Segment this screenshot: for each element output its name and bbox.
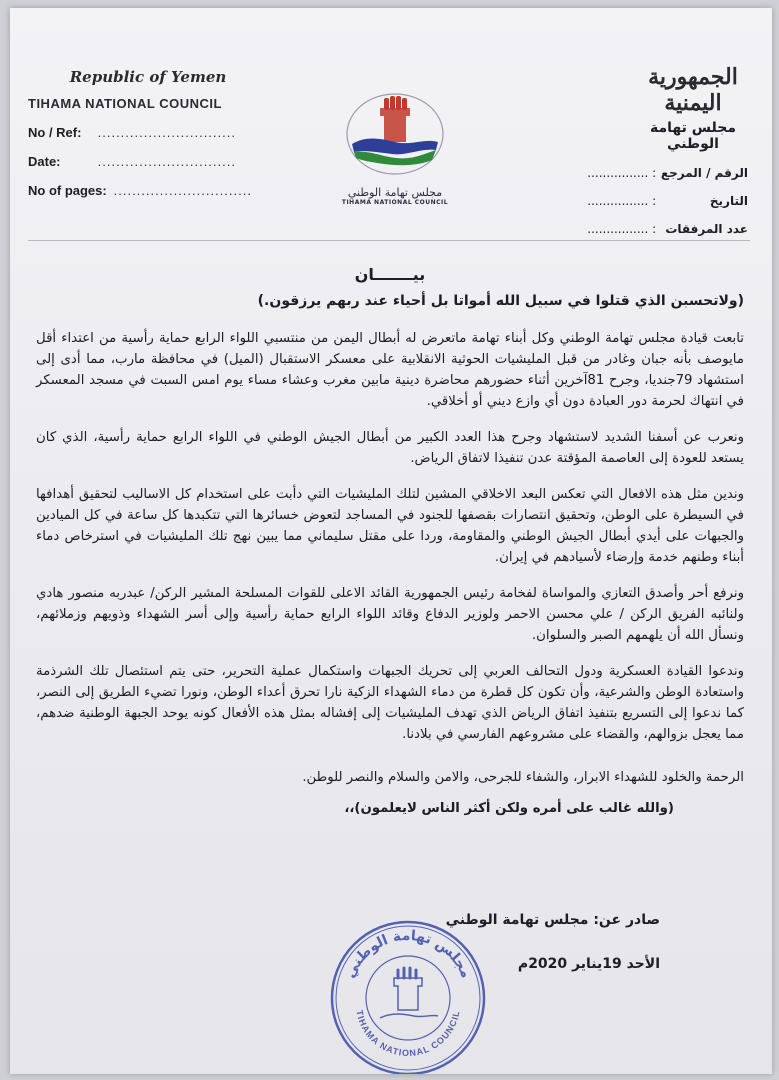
document-sheet xyxy=(10,8,772,1074)
fist-map-logo-icon xyxy=(340,86,450,186)
letterhead-right xyxy=(548,64,748,236)
council-name-ar: مجلس تهامة الوطني xyxy=(649,120,737,152)
svg-text:مجلس تهامة الوطني xyxy=(342,928,474,981)
stamp-text-ar: مجلس تهامة الوطني xyxy=(342,927,474,981)
issuer-line: صادر عن: مجلس تهامة الوطني xyxy=(445,912,660,928)
logo-text-ar: مجلس تهامة الوطني xyxy=(347,186,443,199)
date-value-ar: : ................ xyxy=(587,194,657,208)
quran-verse: (ولاتحسبن الذي قتلوا في سبيل الله أمواتا بل أحياء عند ربهم يرزقون.) xyxy=(257,293,744,309)
date-field-en xyxy=(28,154,268,169)
date-label-en: Date: xyxy=(28,154,61,169)
pages-label-en: No of pages: xyxy=(28,183,107,198)
stamp-text-en: TIHAMA NATIONAL COUNCIL xyxy=(354,1009,462,1059)
council-stamp-icon xyxy=(328,918,488,1074)
pages-value-en: .............................. xyxy=(113,183,252,198)
council-logo xyxy=(340,86,450,216)
attachments-field-ar xyxy=(548,222,748,236)
closing-line: الرحمة والخلود للشهداء الابرار، والشفاء للجرحى، والامن والسلام والنصر للوطن. xyxy=(302,770,744,785)
statement-body xyxy=(36,264,744,819)
republic-title-ar: الجمهورية اليمنية xyxy=(648,64,738,116)
ref-value-ar: : ................ xyxy=(587,166,657,180)
date-label-ar: التاريخ xyxy=(709,194,748,208)
paragraph-4: ونرفع أحر وأصدق التعازي والمواساة لفخامة رئيس الجمهورية القائد الاعلى للقوات المسلحة المشير الركن/ عبدربه منصور هادي ولنائبه الفريق الركن / علي محسن الاحمر ولوزير الدفاع وقائد اللواء الرابع حماية رأسية وإلى أسر الشهداء وذويهم وزملائهم، ونسأل الله أن يلهمهم الصبر والسلوان. xyxy=(36,586,744,643)
ref-label-ar: الرقم / المرجع xyxy=(660,166,748,180)
statement-title: بيـــــــان xyxy=(354,265,426,284)
date-field-ar xyxy=(548,194,748,208)
date-value-en: .............................. xyxy=(97,154,236,169)
attachments-value-ar: : ................ xyxy=(587,222,657,236)
paragraph-5: وندعوا القيادة العسكرية ودول التحالف العربي إلى تحريك الجبهات واستكمال عملية التحرير، حتى يتم استئصال تلك الشرذمة واستعادة الوطن والشرعية، وأن تكون كل قطرة من دماء الشهداء الزكية نارا تحرق أعداء الوطن، ونورا تضيء الطريق إلى النصر، كما ندعوا إلى التسريع بتنفيذ اتفاق الرياض الذي تهدف المليشيات إلى إفشاله بمثل هذه الأفعال كونه يوحد الجبهة الوطنية ضدهم، مما يعجل بزوالهم، والقضاء على مشروعهم الفارسي في بلادنا. xyxy=(36,664,744,742)
paragraph-1: تابعت قيادة مجلس تهامة الوطني وكل أبناء تهامة ماتعرض له أبطال اليمن من منتسبي اللواء الرابع حماية رأسية من اعتداء أقل مايوصف بأنه جبان وغادر من قبل المليشيات الحوثية الانقلابية على معسكر الاستقبال (الميل) في محافظة مارب، مما أدى إلى استشهاد 79جنديا، وجرح 81آخرين أثناء حضورهم محاضرة دينية مابين مغرب وعشاء مساء يوم امس السبت في مسجد المعسكر في انتهاك لحرمة دور العبادة دون أي وازع ديني أو أخلاقي. xyxy=(36,331,744,409)
attachments-label-ar: عدد المرفقات xyxy=(665,222,748,236)
council-name-en: TIHAMA NATIONAL COUNCIL xyxy=(28,96,222,111)
paragraph-3: وندين مثل هذه الافعال التي تعكس البعد الاخلاقي المشين لتلك المليشيات التي دأبت على استخدام كل الاساليب لتحقيق أهدافها في السيطرة على الوطن، وتحقيق انتصارات بقصفها للجنود في المساجد لتعوض خسائرها التي تتكبدها كل ساعة في كل الميادين والجبهات على أيدي أبطال الجيش الوطني والمقاومة، وردا على مقتل سليماني مما يبين نهج تلك المليشيات في استرخاص دماء أبناء وطنهم خدمة وإرضاء لأسيادهم في إيران. xyxy=(36,487,744,565)
ref-value-en: .............................. xyxy=(97,125,236,140)
header-divider xyxy=(28,240,750,241)
pages-field-en xyxy=(28,183,268,198)
closing-quote: (والله غالب على أمره ولكن أكثر الناس لايعلمون)،، xyxy=(344,801,674,816)
issue-date: الأحد 19يناير 2020م xyxy=(517,956,660,972)
letterhead-left xyxy=(28,68,268,198)
ref-field-ar xyxy=(548,166,748,180)
paragraph-2: ونعرب عن أسفنا الشديد لاستشهاد وجرح هذا العدد الكبير من أبطال الجيش الوطني في اللواء الرابع حماية رأسية، الذي كان يستعد للعودة إلى العاصمة المؤقتة عدن تنفيذا لاتفاق الرياض. xyxy=(36,430,744,466)
logo-text-en: TIHAMA NATIONAL COUNCIL xyxy=(341,199,449,206)
republic-title-en: Republic of Yemen xyxy=(69,68,227,86)
ref-label-en: No / Ref: xyxy=(28,125,82,140)
ref-field-en xyxy=(28,125,268,140)
